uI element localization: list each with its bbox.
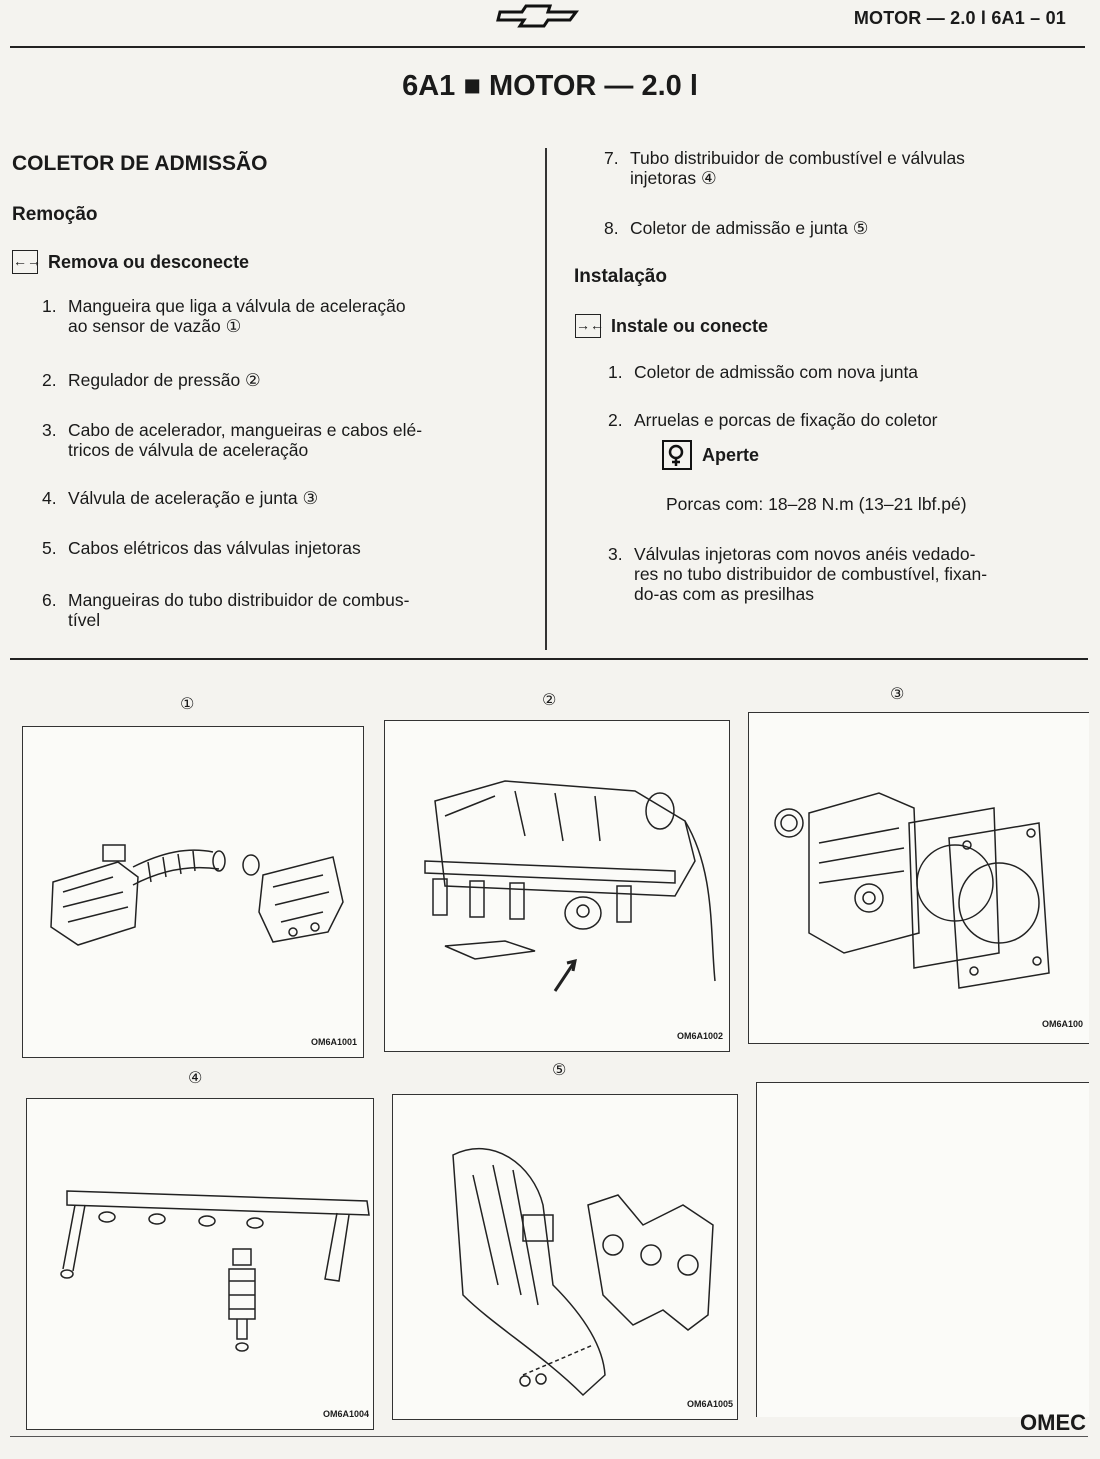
- step-number: 2.: [42, 370, 57, 390]
- step-text-cont: do-as com as presilhas: [634, 584, 814, 604]
- running-head: MOTOR — 2.0 l 6A1 – 01: [853, 8, 1066, 28]
- remove-action: [12, 250, 249, 274]
- removal-step-4: [42, 488, 512, 508]
- step-number: 3.: [608, 544, 623, 564]
- header-rule: [10, 46, 1085, 48]
- step-number: 3.: [42, 420, 57, 440]
- install-step-1: [608, 362, 1078, 382]
- step-text: Coletor de admissão e junta ⑤: [630, 218, 869, 238]
- step-text: Coletor de admissão com nova junta: [634, 362, 919, 382]
- step-text: Mangueiras do tubo distribuidor de combus-: [68, 590, 410, 610]
- remove-action-label: Remova ou desconecte: [48, 251, 250, 272]
- step-text-cont: tível: [68, 610, 101, 630]
- step-text: Cabos elétricos das válvulas injetoras: [68, 538, 361, 558]
- step-number: 5.: [42, 538, 57, 558]
- install-action-label: Instale ou conecte: [611, 315, 769, 336]
- step-text: Mangueira que liga a válvula de aceleração: [68, 296, 406, 316]
- figure-code: OM6A100: [1041, 1019, 1083, 1029]
- step-number: 8.: [604, 218, 619, 238]
- remove-arrows-icon: ←→: [12, 250, 38, 274]
- torque-spec: Porcas com: 18–28 N.m (13–21 lbf.pé): [666, 494, 967, 514]
- bowtie-logo-icon: [496, 2, 580, 30]
- figure-2-panel: [384, 720, 730, 1052]
- removal-step-5: [42, 538, 512, 558]
- figure-1-number: ①: [180, 696, 195, 713]
- step-number: 1.: [608, 362, 623, 382]
- step-text-cont: ao sensor de vazão ①: [68, 316, 242, 336]
- figure-code: OM6A1004: [322, 1409, 369, 1419]
- figure-code: OM6A1005: [686, 1399, 733, 1409]
- install-arrows-icon: →←: [575, 314, 601, 338]
- removal-step-6: [42, 590, 512, 630]
- figure-5-panel: [392, 1094, 738, 1420]
- torque-label: Aperte: [702, 444, 760, 465]
- step-number: 7.: [604, 148, 619, 168]
- page-title: 6A1 ■ MOTOR — 2.0 l: [402, 70, 698, 102]
- step-text: Cabo de acelerador, mangueiras e cabos elé-: [68, 420, 423, 440]
- step-text: Tubo distribuidor de combustível e válvulas: [630, 148, 965, 168]
- step-text: Válvulas injetoras com novos anéis vedado-: [634, 544, 976, 564]
- removal-step-2: [42, 370, 512, 390]
- figure-4-panel: [26, 1098, 374, 1430]
- removal-step-3: [42, 420, 512, 460]
- figure-1-panel: [22, 726, 364, 1058]
- figure-code: OM6A1002: [676, 1031, 723, 1041]
- step-number: 4.: [42, 488, 57, 508]
- footer-brand: OMEC: [1020, 1410, 1086, 1435]
- column-divider: [545, 148, 547, 650]
- step-number: 1.: [42, 296, 57, 316]
- pressure-regulator-illustration: [385, 721, 729, 1051]
- empty-figure-panel: [756, 1082, 1089, 1417]
- section-rule: [10, 658, 1088, 660]
- step-text-cont: injetoras ④: [630, 168, 717, 188]
- installation-heading: Instalação: [574, 266, 667, 287]
- step-text: Válvula de aceleração e junta ③: [68, 488, 319, 508]
- figure-4-number: ④: [188, 1070, 203, 1087]
- throttle-body-illustration: [749, 713, 1089, 1043]
- torque-wrench-icon: [662, 440, 692, 470]
- figure-5-number: ⑤: [552, 1062, 567, 1079]
- removal-step-8: [604, 218, 1074, 238]
- figure-2-number: ②: [542, 692, 557, 709]
- intake-manifold-illustration: [393, 1095, 737, 1419]
- intake-hose-illustration: [23, 727, 363, 1057]
- install-step-3: [608, 544, 1078, 604]
- removal-step-1: [42, 296, 512, 336]
- figure-3-number: ③: [890, 686, 905, 703]
- step-number: 6.: [42, 590, 57, 610]
- section-heading: COLETOR DE ADMISSÃO: [12, 152, 268, 175]
- install-action: [575, 314, 768, 338]
- step-text-cont: tricos de válvula de aceleração: [68, 440, 309, 460]
- step-number: 2.: [608, 410, 623, 430]
- footer-rule: [10, 1436, 1088, 1437]
- figure-3-panel: [748, 712, 1089, 1044]
- step-text: Arruelas e porcas de fixação do coletor: [634, 410, 938, 430]
- torque-note: [662, 440, 759, 470]
- install-step-2: [608, 410, 1078, 430]
- fuel-rail-injectors-illustration: [27, 1099, 373, 1429]
- removal-heading: Remoção: [12, 204, 98, 225]
- step-text: Regulador de pressão ②: [68, 370, 261, 390]
- removal-step-7: [604, 148, 1074, 188]
- step-text-cont: res no tubo distribuidor de combustível, fixan-: [634, 564, 988, 584]
- figure-code: OM6A1001: [310, 1037, 357, 1047]
